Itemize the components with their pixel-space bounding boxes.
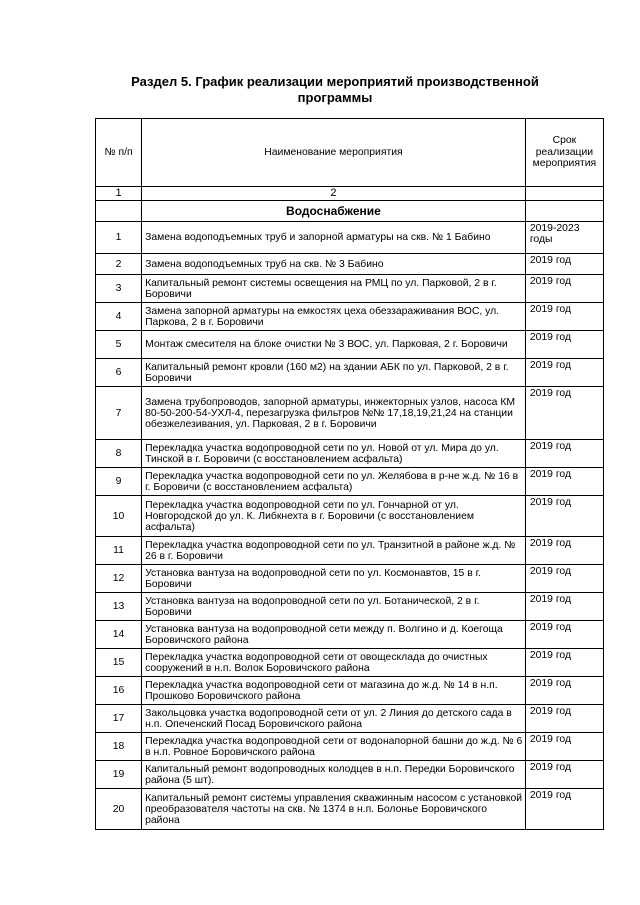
row-term: 2019 год: [525, 387, 603, 440]
row-number: 18: [96, 733, 142, 761]
row-event-name: Перекладка участка водопроводной сети по ул. Гончарной от ул. Новгородской до ул. К. Либкнехта в г. Боровичи (с восстановлением асфальта): [142, 496, 526, 537]
row-number: 5: [96, 331, 142, 359]
section-row: [96, 201, 604, 222]
row-event-name: Капитальный ремонт кровли (160 м2) на здании АБК по ул. Парковой, 2 в г. Боровичи: [142, 359, 526, 387]
table-row: [96, 621, 604, 649]
row-number: 13: [96, 593, 142, 621]
row-event-name: Монтаж смесителя на блоке очистки № 3 ВОС, ул. Парковая, 2 г. Боровичи: [142, 331, 526, 359]
table-row: [96, 677, 604, 705]
row-term: 2019 год: [525, 733, 603, 761]
row-event-name: Установка вантуза на водопроводной сети между п. Волгино и д. Коегоща Боровичского района: [142, 621, 526, 649]
row-number: 10: [96, 496, 142, 537]
table-row: [96, 649, 604, 677]
row-term: 2019 год: [525, 537, 603, 565]
row-event-name: Установка вантуза на водопроводной сети по ул. Ботанической, 2 в г. Боровичи: [142, 593, 526, 621]
column-index-3: [525, 187, 603, 201]
row-event-name: Замена запорной арматуры на емкостях цеха обеззараживания ВОС, ул. Паркова, 2 в г. Боровичи: [142, 303, 526, 331]
row-event-name: Установка вантуза на водопроводной сети по ул. Космонавтов, 15 в г. Боровичи: [142, 565, 526, 593]
row-term: 2019-2023 годы: [525, 222, 603, 254]
table-row: [96, 705, 604, 733]
row-term: 2019 год: [525, 275, 603, 303]
column-index-2: 2: [142, 187, 526, 201]
column-header-number: № п/п: [96, 119, 142, 187]
table-row: [96, 275, 604, 303]
row-term: 2019 год: [525, 621, 603, 649]
table-row: [96, 496, 604, 537]
column-header-name: Наименование мероприятия: [142, 119, 526, 187]
row-number: 4: [96, 303, 142, 331]
section-empty-cell: [96, 201, 142, 222]
row-number: 17: [96, 705, 142, 733]
row-term: 2019 год: [525, 254, 603, 275]
table-row: [96, 359, 604, 387]
row-term: 2019 год: [525, 789, 603, 830]
column-header-term: Срок реализации мероприятия: [525, 119, 603, 187]
row-term: 2019 год: [525, 303, 603, 331]
row-event-name: Перекладка участка водопроводной сети от водонапорной башни до ж.д. № 6 в н.п. Ровное Боровичского района: [142, 733, 526, 761]
table-row: [96, 468, 604, 496]
row-number: 11: [96, 537, 142, 565]
row-term: 2019 год: [525, 331, 603, 359]
row-term: 2019 год: [525, 440, 603, 468]
table-row: [96, 254, 604, 275]
row-event-name: Замена водоподъемных труб на скв. № 3 Бабино: [142, 254, 526, 275]
row-event-name: Перекладка участка водопроводной сети по ул. Транзитной в районе ж.д. № 26 в г. Боровичи: [142, 537, 526, 565]
table-row: [96, 303, 604, 331]
row-number: 2: [96, 254, 142, 275]
row-term: 2019 год: [525, 468, 603, 496]
row-number: 14: [96, 621, 142, 649]
table-row: [96, 440, 604, 468]
row-term: 2019 год: [525, 593, 603, 621]
row-term: 2019 год: [525, 565, 603, 593]
table-row: [96, 789, 604, 830]
row-number: 12: [96, 565, 142, 593]
row-number: 7: [96, 387, 142, 440]
row-number: 16: [96, 677, 142, 705]
row-event-name: Перекладка участка водопроводной сети по ул. Новой от ул. Мира до ул. Тинской в г. Боровичи (с восстановлением асфальта): [142, 440, 526, 468]
row-event-name: Капитальный ремонт водопроводных колодцев в н.п. Передки Боровичского района (5 шт).: [142, 761, 526, 789]
row-number: 3: [96, 275, 142, 303]
section-title: Водоснабжение: [142, 201, 526, 222]
table-header-row: [96, 119, 604, 187]
table-row: [96, 387, 604, 440]
table-row: [96, 537, 604, 565]
row-number: 15: [96, 649, 142, 677]
table-row: [96, 331, 604, 359]
row-event-name: Капитальный ремонт системы управления скважинным насосом с установкой преобразователя частоты на скв. № 1374 в н.п. Болонье Боровичского района: [142, 789, 526, 830]
row-number: 19: [96, 761, 142, 789]
row-event-name: Перекладка участка водопроводной сети от магазина до ж.д. № 14 в н.п. Прошково Боровичского района: [142, 677, 526, 705]
table-row: [96, 733, 604, 761]
row-number: 6: [96, 359, 142, 387]
table-row: [96, 565, 604, 593]
column-index-1: 1: [96, 187, 142, 201]
row-event-name: Замена трубопроводов, запорной арматуры, инжекторных узлов, насоса КМ 80-50-200-54-УХЛ-4, перезагрузка фильтров №№ 17,18,19,21,24 на станции обезжелезивания, ул. Парковая, 2 в г. Боровичи: [142, 387, 526, 440]
row-term: 2019 год: [525, 761, 603, 789]
events-table: [95, 118, 604, 830]
table-row: [96, 761, 604, 789]
row-number: 8: [96, 440, 142, 468]
table-row: [96, 593, 604, 621]
row-number: 9: [96, 468, 142, 496]
row-event-name: Закольцовка участка водопроводной сети от ул. 2 Линия до детского сада в н.п. Опеченский Посад Боровичского района: [142, 705, 526, 733]
section-empty-cell: [525, 201, 603, 222]
row-number: 20: [96, 789, 142, 830]
page-title: Раздел 5. График реализации мероприятий производственной программы: [131, 74, 539, 105]
row-term: 2019 год: [525, 677, 603, 705]
row-event-name: Замена водоподъемных труб и запорной арматуры на скв. № 1 Бабино: [142, 222, 526, 254]
row-event-name: Капитальный ремонт системы освещения на РМЦ по ул. Парковой, 2 в г. Боровичи: [142, 275, 526, 303]
row-event-name: Перекладка участка водопроводной сети по ул. Желябова в р-не ж.д. № 16 в г. Боровичи (с восстановлением асфальта): [142, 468, 526, 496]
row-term: 2019 год: [525, 496, 603, 537]
table-row: [96, 222, 604, 254]
row-number: 1: [96, 222, 142, 254]
column-index-row: [96, 187, 604, 201]
row-term: 2019 год: [525, 705, 603, 733]
row-event-name: Перекладка участка водопроводной сети от овощесклада до очистных сооружений в н.п. Волок Боровичского района: [142, 649, 526, 677]
row-term: 2019 год: [525, 359, 603, 387]
row-term: 2019 год: [525, 649, 603, 677]
